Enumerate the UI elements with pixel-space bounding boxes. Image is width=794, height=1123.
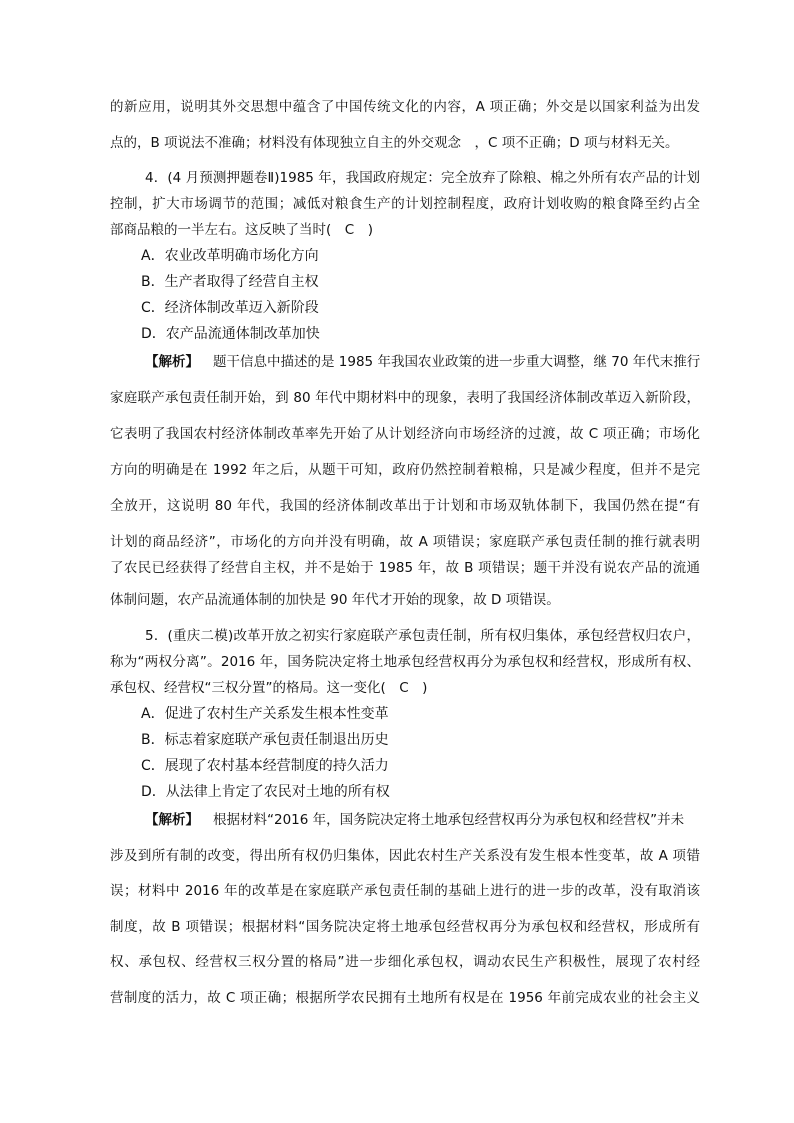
q4-analysis-first-line bbox=[145, 352, 700, 372]
prev-explanation-line: 点的，B 项说法不准确；材料没有体现独立自主的外交观念 ，C 项不正确；D 项与材料无关。 bbox=[110, 135, 679, 151]
q5-analysis-line: 误；材料中 2016 年的改革是在家庭联产承包责任制的基础上进行的进一步的改革，没有取消该 bbox=[110, 883, 700, 899]
q5-analysis-line: 涉及到所有制的改变，得出所有权仍归集体，因此农村生产关系没有发生根本性变革，故 A 项错 bbox=[110, 848, 700, 864]
q4-analysis-line: 了农民已经获得了经营自主权，并不是始于 1985 年，故 B 项错误；题干并没有说农产品的流通 bbox=[110, 560, 700, 576]
q5-analysis-line: 制度，故 B 项错误；根据材料“国务院决定将土地承包经营权再分为承包权和经营权，形成所有 bbox=[110, 919, 700, 935]
q4-analysis-line: 全放开，这说明 80 年代，我国的经济体制改革出于计划和市场双轨体制下，我国仍然在提“有 bbox=[110, 498, 700, 514]
q4-stem-line: 部商品粮的一半左右。这反映了当时( C ) bbox=[110, 222, 373, 238]
q4-option-c: C．经济体制改革迈入新阶段 bbox=[141, 300, 319, 316]
q5-option-c: C．展现了农村基本经营制度的持久活力 bbox=[141, 758, 389, 774]
q5-option-d: D．从法律上肯定了农民对土地的所有权 bbox=[141, 784, 390, 800]
q4-analysis-line: 它表明了我国农村经济体制改革率先开始了从计划经济向市场经济的过渡，故 C 项正确；市场化 bbox=[110, 426, 700, 442]
q5-stem-line: 5．(重庆二模)改革开放之初实行家庭联产承包责任制，所有权归集体，承包经营权归农户， bbox=[145, 628, 700, 644]
q4-analysis-line: 家庭联产承包责任制开始，到 80 年代中期材料中的现象，表明了我国经济体制改革迈入新阶段， bbox=[110, 390, 700, 406]
q5-analysis-text: 根据材料“2016 年，国务院决定将土地承包经营权再分为承包权和经营权”并未 bbox=[213, 812, 685, 828]
analysis-tag: 【解析】 bbox=[145, 354, 199, 370]
q4-analysis-line: 方向的明确是在 1992 年之后，从题干可知，政府仍然控制着粮棉，只是减少程度，但并不是完 bbox=[110, 462, 700, 478]
analysis-tag: 【解析】 bbox=[145, 812, 199, 828]
q4-stem-line: 控制，扩大市场调节的范围；减低对粮食生产的计划控制程度，政府计划收购的粮食降至约占全 bbox=[110, 196, 700, 212]
q4-option-a: A．农业改革明确市场化方向 bbox=[141, 248, 319, 264]
prev-explanation-line: 的新应用，说明其外交思想中蕴含了中国传统文化的内容，A 项正确；外交是以国家利益为出发 bbox=[110, 99, 700, 115]
q5-option-b: B．标志着家庭联产承包责任制退出历史 bbox=[141, 732, 389, 748]
q5-stem-line: 承包权、经营权“三权分置”的格局。这一变化( C ) bbox=[110, 680, 428, 696]
q4-option-d: D．农产品流通体制改革加快 bbox=[141, 326, 320, 342]
q4-analysis-line: 计划的商品经济”，市场化的方向并没有明确，故 A 项错误；家庭联产承包责任制的推行就表明 bbox=[110, 534, 700, 550]
q4-analysis-line: 体制问题，农产品流通体制的加快是 90 年代才开始的现象，故 D 项错误。 bbox=[110, 592, 560, 608]
q4-option-b: B．生产者取得了经营自主权 bbox=[141, 274, 319, 290]
q5-stem-line: 称为“两权分离”。2016 年，国务院决定将土地承包经营权再分为承包权和经营权，形成所有权、 bbox=[110, 654, 700, 670]
q5-analysis-first-line bbox=[145, 810, 700, 830]
q4-stem-line: 4．(4 月预测押题卷Ⅱ)1985 年，我国政府规定：完全放弃了除粮、棉之外所有农产品的计划 bbox=[145, 170, 700, 186]
q5-analysis-line: 权、承包权、经营权三权分置的格局”进一步细化承包权，调动农民生产积极性，展现了农村经 bbox=[110, 954, 700, 970]
q5-option-a: A．促进了农村生产关系发生根本性变革 bbox=[141, 706, 389, 722]
q4-analysis-text: 题干信息中描述的是 1985 年我国农业政策的进一步重大调整，继 70 年代末推行 bbox=[213, 354, 701, 370]
q5-analysis-line: 营制度的活力，故 C 项正确；根据所学农民拥有土地所有权是在 1956 年前完成农业的社会主义 bbox=[110, 990, 700, 1006]
